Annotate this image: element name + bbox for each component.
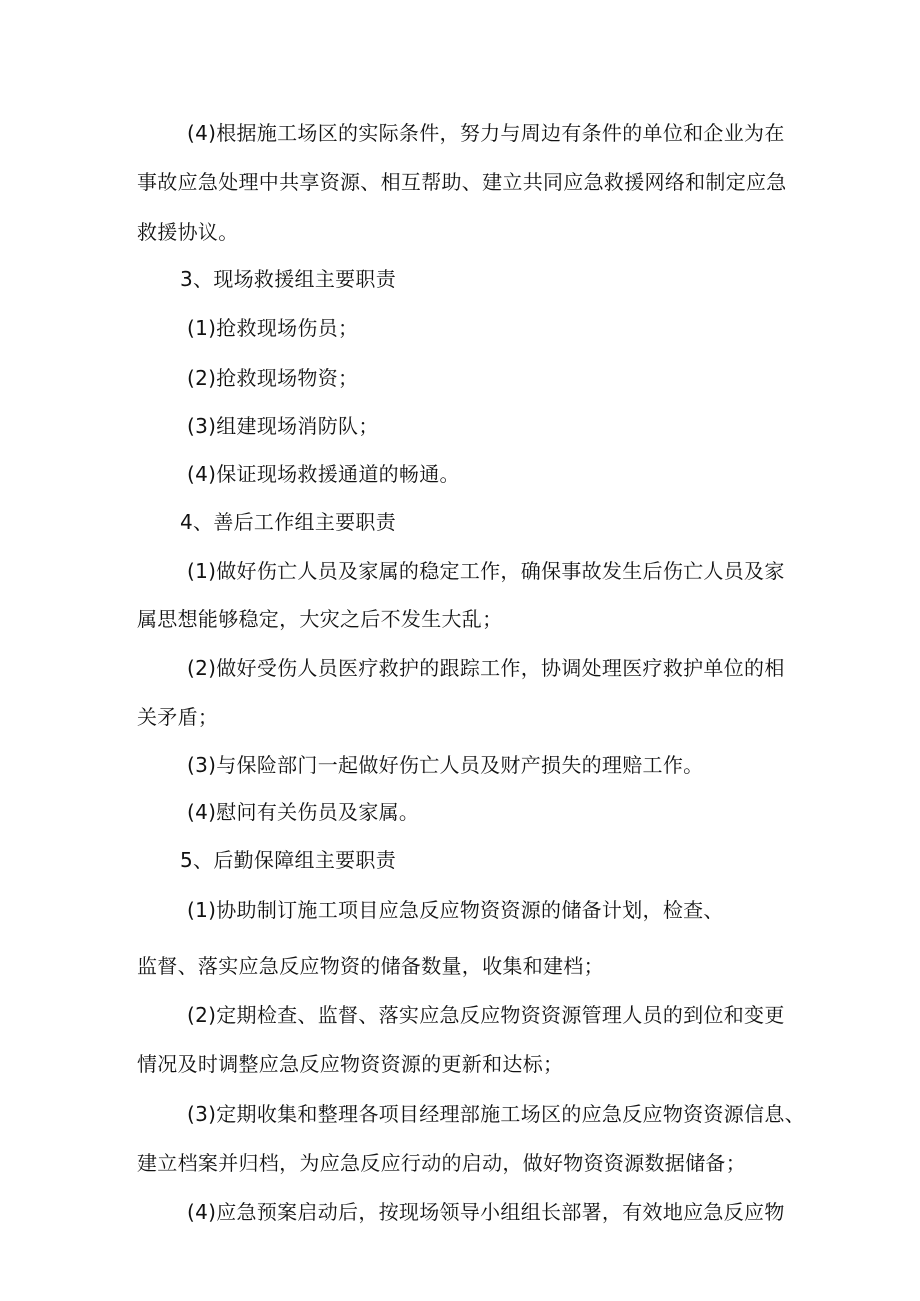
list-item: (4)应急预案启动后，按现场领导小组组长部署，有效地应急反应物 [187,1200,785,1224]
list-item: (2)做好受伤人员医疗救护的跟踪工作，协调处理医疗救护单位的相 [187,656,785,680]
paragraph-line: 关矛盾； [137,705,219,729]
paragraph-line: 监督、落实应急反应物资的储备数量，收集和建档； [137,954,604,978]
list-item: (3)与保险部门一起做好伤亡人员及财产损失的理赔工作。 [187,753,704,777]
paragraph-line: 情况及时调整应急反应物资资源的更新和达标； [137,1052,564,1076]
paragraph-line: 建立档案并归档，为应急反应行动的启动，做好物资资源数据储备； [137,1151,746,1175]
list-item: (4)保证现场救援通道的畅通。 [187,462,460,486]
list-item: (1)抢救现场伤员； [187,316,359,340]
list-item: (2)定期检查、监督、落实应急反应物资资源管理人员的到位和变更 [187,1003,785,1027]
paragraph-line: (4)根据施工场区的实际条件，努力与周边有条件的单位和企业为在 [187,121,785,145]
list-item: (3)组建现场消防队； [187,414,379,438]
section-heading: 3、现场救援组主要职责 [180,267,397,291]
list-item: (2)抢救现场物资； [187,366,359,390]
list-item: (4)慰问有关伤员及家属。 [187,800,420,824]
paragraph-line: 事故应急处理中共享资源、相互帮助、建立共同应急救援网络和制定应急 [137,170,787,194]
section-heading: 4、善后工作组主要职责 [180,510,397,534]
list-item: (1)做好伤亡人员及家属的稳定工作，确保事故发生后伤亡人员及家 [187,559,785,583]
list-item: (1)协助制订施工项目应急反应物资资源的储备计划，检查、 [187,898,724,922]
paragraph-line: 属思想能够稳定，大灾之后不发生大乱； [137,607,503,631]
section-heading: 5、后勤保障组主要职责 [180,848,397,872]
paragraph-line: 救援协议。 [137,220,239,244]
list-item: (3)定期收集和整理各项目经理部施工场区的应急反应物资资源信息、 [187,1102,805,1126]
